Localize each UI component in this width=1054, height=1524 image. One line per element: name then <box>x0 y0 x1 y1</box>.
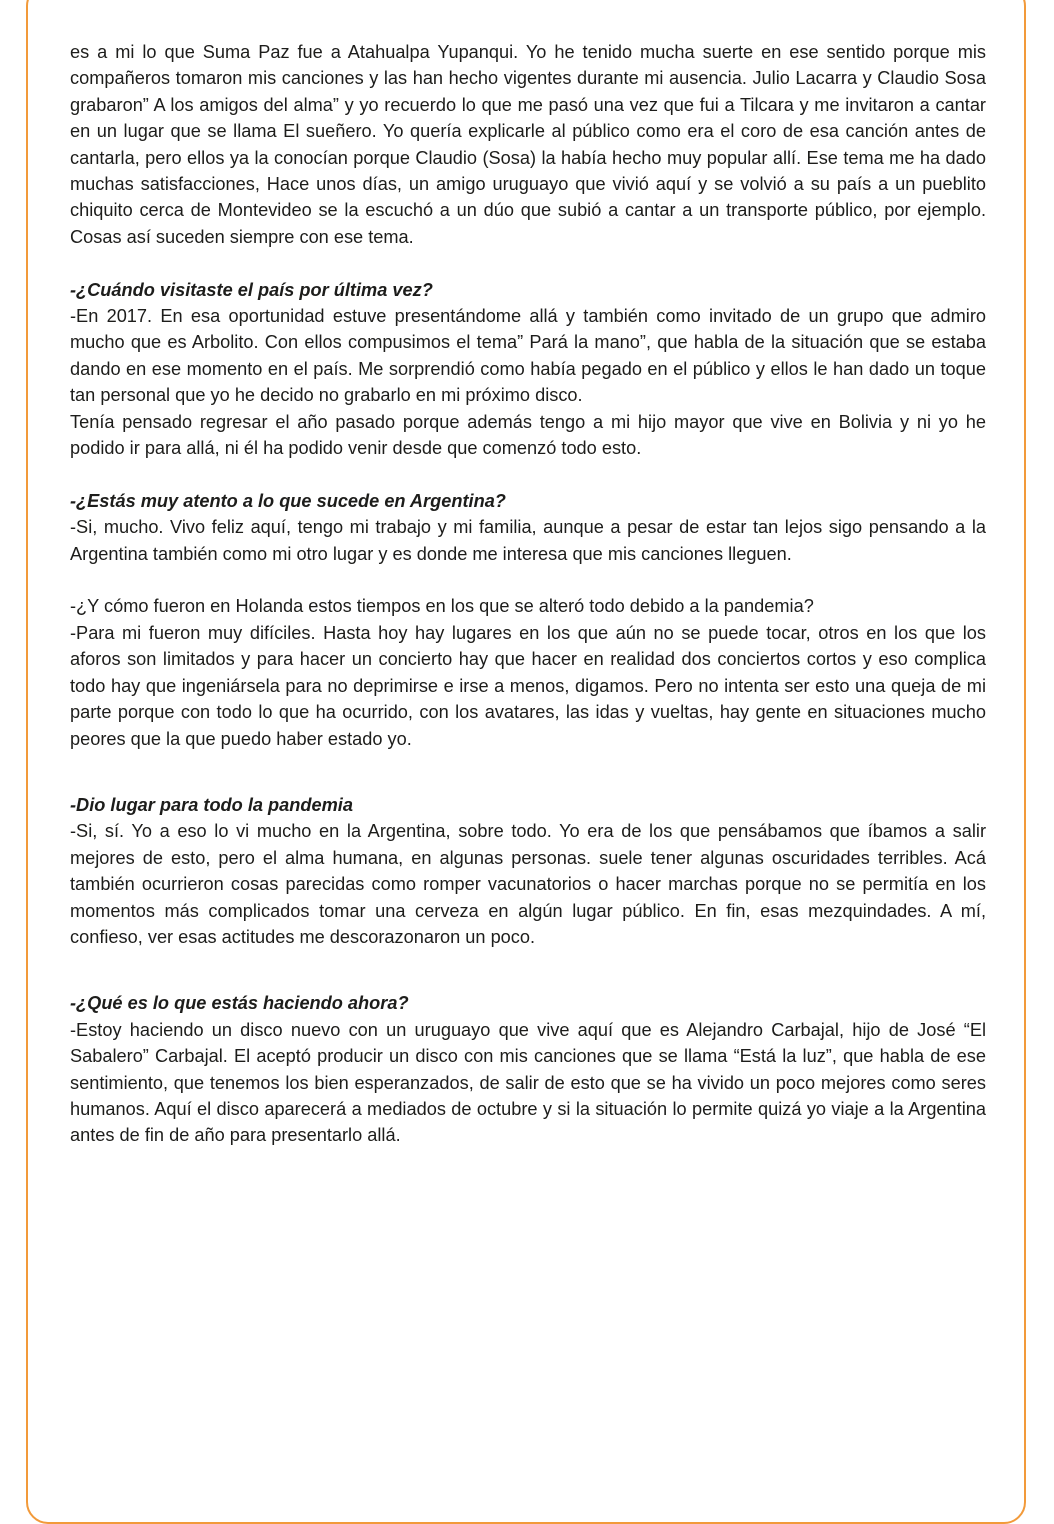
answer-current-work: -Estoy haciendo un disco nuevo con un uruguayo que vive aquí que es Alejandro Carbajal, hijo de José “El Sabalero” Carbajal. El aceptó producir un disco con mis canciones que se llama “Está la luz”, que habla de ese sentimiento, que tenemos los bien esperanzados, de salir de esto que se ha vivido un poco mejores como seres humanos. Aquí el disco aparecerá a mediados de octubre y si la situación lo permite quizá yo viaje a la Argentina antes de fin de año para presentarlo allá. <box>70 1019 986 1146</box>
intro-paragraph: es a mi lo que Suma Paz fue a Atahualpa Yupanqui. Yo he tenido mucha suerte en ese sentido porque mis compañeros tomaron mis canciones y las han hecho vigentes durante mi ausencia. Julio Lacarra y Claudio Sosa grabaron” A los amigos del alma” y yo recuerdo lo que me pasó una vez que fui a Tilcara y me invitaron a cantar en un lugar que se llama El sueñero. Yo quería explicarle al público como era el coro de esa canción antes de cantarla, pero ellos ya la conocían porque Claudio (Sosa) la había hecho muy popular allí. Ese tema me ha dado muchas satisfacciones, Hace unos días, un amigo uruguayo que vivió aquí y se volvió a su país a un pueblito chiquito cerca de Montevideo se la escuchó a un dúo que subió a cantar a un transporte público, por ejemplo. Cosas así suceden siempre con ese tema. <box>70 42 986 247</box>
question-current-work: -¿Qué es lo que estás haciendo ahora? <box>70 993 409 1014</box>
question-holland-pandemic: -¿Y cómo fueron en Holanda estos tiempos en los que se alteró todo debido a la pandemia? <box>70 596 814 617</box>
answer-pandemic: -Si, sí. Yo a eso lo vi mucho en la Argentina, sobre todo. Yo era de los que pensábamos que íbamos a salir mejores de esto, pero el alma humana, en algunas personas. suele tener algunas oscuridades terribles. Acá también ocurrieron cosas parecidas como romper vacunatorios o hacer marchas porque no se permitía en los momentos más complicados tomar una cerveza en algún lugar público. En fin, esas mezquindades. A mí, confieso, ver esas actitudes me descorazonaron un poco. <box>70 821 986 947</box>
question-argentina: -¿Estás muy atento a lo que sucede en Argentina? <box>70 490 506 511</box>
question-last-visit: -¿Cuándo visitaste el país por última vez? <box>70 279 433 300</box>
answer-last-visit-continued: Tenía pensado regresar el año pasado porque además tengo a mi hijo mayor que vive en Bolivia y ni yo he podido ir para allá, ni él ha podido venir desde que comenzó todo esto. <box>70 411 986 459</box>
article-body <box>70 39 986 1149</box>
spacer <box>70 250 986 276</box>
spacer <box>70 567 986 593</box>
answer-argentina: -Si, mucho. Vivo feliz aquí, tengo mi trabajo y mi familia, aunque a pesar de estar tan lejos sigo pensando a la Argentina también como mi otro lugar y es donde me interesa que mis canciones lleguen. <box>70 517 986 564</box>
spacer <box>70 461 986 487</box>
spacer <box>70 950 986 990</box>
answer-holland-pandemic: -Para mi fueron muy difíciles. Hasta hoy hay lugares en los que aún no se puede tocar, otros en los que los aforos son limitados y para hacer un concierto hay que hacer en realidad dos conciertos cortos y eso complica todo hay que ingeniársela para no deprimirse e irse a menos, digamos. Pero no intenta ser esto una queja de mi parte porque con todo lo que ha ocurrido, con los avatares, las idas y vueltas, hay gente en situaciones mucho peores que la que puedo haber estado yo. <box>70 622 986 749</box>
spacer <box>70 752 986 792</box>
question-pandemic: -Dio lugar para todo la pandemia <box>70 794 353 815</box>
answer-last-visit: -En 2017. En esa oportunidad estuve presentándome allá y también como invitado de un grupo que admiro mucho que es Arbolito. Con ellos compusimos el tema” Pará la mano”, que habla de la situación que se estaba dando en ese momento en el país. Me sorprendió como había pegado en el público y ellos le han dado un toque tan personal que yo he decido no grabarlo en mi próximo disco. <box>70 306 986 406</box>
